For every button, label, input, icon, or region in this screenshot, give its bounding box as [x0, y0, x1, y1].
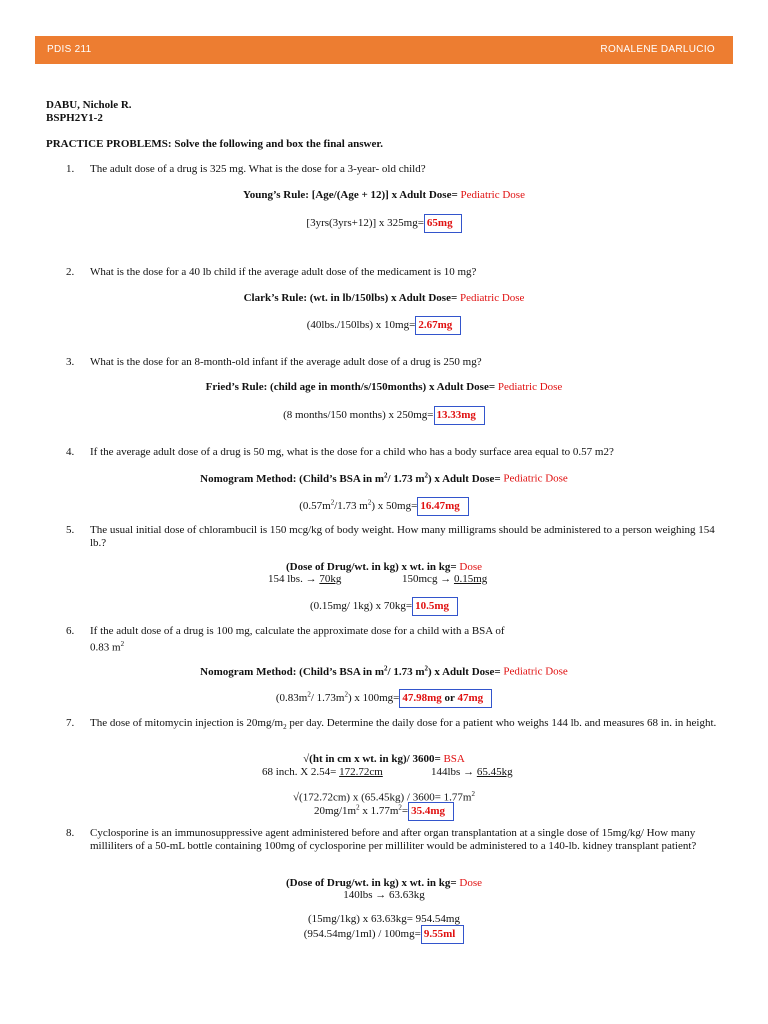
question-7: 7. The dose of mitomycin injection is $20mg/m_2$ per day. Determine the daily dose for a patient who weighs 144 lb. and measures 68 in. in height. [66, 717, 726, 734]
question-text: The adult dose of a drug is 325 mg. What is the dose for a 3-year- old child? [90, 163, 426, 175]
formula-dose: (Dose of Drug/wt. in kg) x wt. in kg= Dose [285, 561, 483, 573]
final-answer-box: 65mg [424, 214, 462, 233]
student-name: DABU, Nichole R. [46, 99, 132, 111]
final-answer-box: 10.5mg [412, 597, 458, 616]
question-text: Cyclosporine is an immunosuppressive agent administered before and after organ transplantation at a single dose of 15mg/kg/ How many milliliters of a 50-mL bottle containing 100mg of cyclosporine per milliliter would be administered to a 140-lb. kidney transplant patient? [90, 827, 697, 852]
question-5: 5. The usual initial dose of chlorambucil is 150 mcg/kg of body weight. How many milligrams should be administered to a person weighing 154 lb.? [66, 524, 726, 550]
question-8: 8. Cyclosporine is an immunosuppressive agent administered before and after organ transplantation at a single dose of 15mg/kg/ How many milliliters of a 50-mL bottle containing 100mg of cyclosporine per milliliter would be administered to a 140-lb. kidney transplant patient? [66, 827, 726, 853]
calculation: ($0.57m^2/1.73$ $m^2$) x 50mg= 16.47mg [0, 497, 768, 516]
formula-dose: (Dose of Drug/wt. in kg) x wt. in kg= Dose [285, 877, 483, 889]
question-2: 2. What is the dose for a 40 lb child if the average adult dose of the medicament is 10 mg? [66, 266, 726, 279]
final-answer-box: 47.98mg or 47mg [399, 689, 492, 708]
conversion-dose: 150mcg → 0.15mg [402, 573, 488, 585]
calculation-dose: (15mg/1kg) x 63.63kg= 954.54mg [308, 913, 460, 925]
calculation: (954.54mg/1ml) / 100mg= 9.55ml [0, 925, 768, 944]
calculation: ($0.83m^2/$ $1.73m^2$) x 100mg= 47.98mg or 47mg [0, 689, 768, 708]
final-answer-box: 35.4mg [408, 802, 454, 821]
final-answer-box: 2.67mg [415, 316, 461, 335]
question-6: 6. If the adult dose of a drug is 100 mg, calculate the approximate dose for a child with a BSA of 0.83 $m^2$ [66, 625, 726, 655]
instructions: PRACTICE PROBLEMS: Solve the following and box the final answer. [46, 138, 383, 150]
question-text: What is the dose for a 40 lb child if the average adult dose of the medicament is 10 mg? [90, 266, 477, 278]
question-text: If the average adult dose of a drug is 50 mg, what is the dose for a child who has a body surface area equal to 0.57 m2? [90, 446, 614, 458]
calculation: [3yrs(3yrs+12)] x 325mg= 65mg [0, 214, 768, 233]
formula-nomogram: Nomogram Method: (Child’s BSA in $m^2/$ 1.73 $m^2$) x Adult Dose= Pediatric Dose [200, 471, 568, 485]
question-4: 4. If the average adult dose of a drug is 50 mg, what is the dose for a child who has a body surface area equal to 0.57 m2? [66, 446, 726, 459]
formula-youngs-rule: Young’s Rule: [Age/(Age + 12)] x Adult Dose= Pediatric Dose [243, 189, 525, 201]
final-answer-box: 9.55ml [421, 925, 464, 944]
calculation: (40lbs./150lbs) x 10mg= 2.67mg [0, 316, 768, 335]
conversion-weight: 154 lbs. → 70kg [268, 573, 342, 585]
conversion-weight: 144lbs → 65.45kg [431, 766, 513, 778]
question-text: The dose of mitomycin injection is $20mg/m_2$ per day. Determine the daily dose for a patient who weighs 144 lb. and measures 68 in. in height. [90, 717, 717, 732]
author-name: RONALENE DARLUCIO [600, 44, 715, 55]
page-header [35, 36, 733, 64]
final-answer-box: 16.47mg [417, 497, 468, 516]
question-text: If the adult dose of a drug is 100 mg, calculate the approximate dose for a child with a BSA of 0.83 $m^2$ [90, 625, 505, 654]
conversion-weight: 140lbs → 63.63kg [343, 889, 425, 901]
question-1: 1. The adult dose of a drug is 325 mg. What is the dose for a 3-year- old child? [66, 163, 726, 176]
question-text: The usual initial dose of chlorambucil is 150 mcg/kg of body weight. How many milligrams should be administered to a person weighing 154 lb.? [90, 524, 715, 549]
calculation: (8 months/150 months) x 250mg= 13.33mg [0, 406, 768, 425]
question-text: What is the dose for an 8-month-old infant if the average adult dose of a drug is 250 mg? [90, 356, 482, 368]
calculation-bsa: √(172.72cm) x $(65.45kg) / 3600= 1.77m^2$ [293, 790, 475, 804]
calculation: $20mg/1m^2$ x $1.77m^2= 35.4mg$ [0, 802, 768, 821]
question-3: 3. What is the dose for an 8-month-old infant if the average adult dose of a drug is 250 mg? [66, 356, 726, 369]
formula-frieds-rule: Fried’s Rule: (child age in month/s/150months) x Adult Dose= Pediatric Dose [205, 381, 563, 393]
formula-bsa: √(ht in cm x wt. in kg)/ 3600= BSA [303, 753, 465, 765]
conversion-height: 68 inch. X 2.54= 172.72cm [262, 766, 383, 778]
course-code: PDIS 211 [47, 44, 92, 55]
formula-nomogram: Nomogram Method: (Child’s BSA in $m^2/$ 1.73 $m^2$) x Adult Dose= Pediatric Dose [200, 664, 568, 678]
final-answer-box: 13.33mg [434, 406, 485, 425]
formula-clarks-rule: Clark’s Rule: (wt. in lb/150lbs) x Adult Dose= Pediatric Dose [243, 292, 525, 304]
student-section: BSPH2Y1-2 [46, 112, 103, 124]
calculation: (0.15mg/ 1kg) x 70kg= 10.5mg [0, 597, 768, 616]
